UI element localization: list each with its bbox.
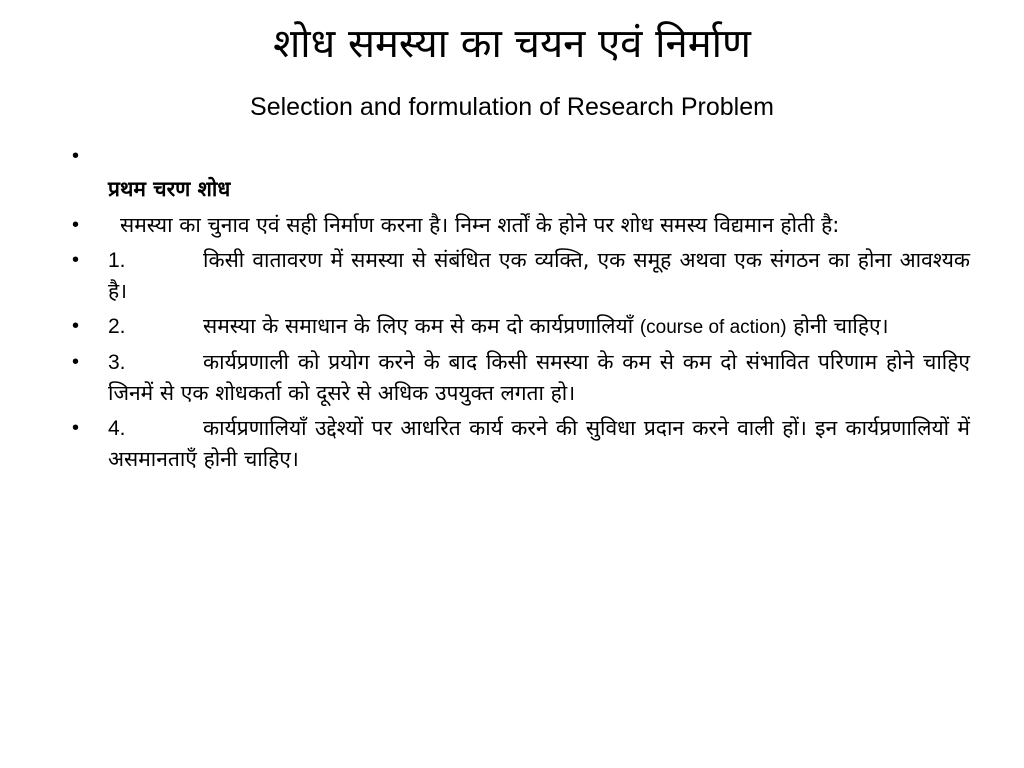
condition-text-end: होनी चाहिए।	[786, 314, 889, 338]
list-item-text	[108, 210, 970, 241]
list-item-text	[108, 347, 970, 409]
list-item-condition-3	[72, 347, 970, 409]
list-item-intro	[72, 210, 970, 241]
condition-text-english: (course of action)	[639, 317, 787, 338]
bullet-dot: •	[72, 417, 80, 439]
item-number: 2.	[108, 315, 126, 338]
list-item-condition-1	[72, 245, 970, 307]
condition-text: किसी वातावरण में समस्या से संबंधित एक व्यक्ति, एक समूह अथवा एक संगठन का होना आवश्यक है।	[108, 248, 970, 303]
condition-text: समस्या के समाधान के लिए कम से कम दो कार्यप्रणालियाँ	[203, 314, 640, 338]
item-number: 3.	[108, 351, 126, 374]
bullet-list	[72, 140, 970, 479]
bullet-dot: •	[72, 145, 80, 167]
blank-line	[108, 140, 970, 173]
intro-text: समस्या का चुनाव एवं सही निर्माण करना है। निम्न शर्तों के होने पर शोध समस्य विद्यमान होती है:	[120, 213, 840, 237]
bullet-dot: •	[72, 351, 80, 373]
list-item-text	[108, 311, 970, 343]
bullet-dot: •	[72, 249, 80, 271]
list-item-heading	[72, 140, 970, 206]
bullet-dot: •	[72, 214, 80, 236]
list-item-condition-4	[72, 413, 970, 475]
item-number: 4.	[108, 417, 126, 440]
bullet-dot: •	[72, 315, 80, 337]
item-number: 1.	[108, 249, 126, 272]
list-item-text	[108, 245, 970, 307]
condition-text: कार्यप्रणालियाँ उद्देश्यों पर आधरित कार्य करने की सुविधा प्रदान करने वाली हों। इन कार्यप्रणालियों में असमानताएँ होनी चाहिए।	[108, 416, 970, 471]
slide-title-hindi: शोध समस्या का चयन एवं निर्माण	[273, 21, 751, 67]
condition-text: कार्यप्रणाली को प्रयोग करने के बाद किसी समस्या के कम से कम दो संभावित परिणाम होने चाहिए जिनमें से एक शोधकर्ता को दूसरे से अधिक उपयुक्त लगता हो।	[108, 350, 970, 405]
list-item-condition-2	[72, 311, 970, 343]
slide-subtitle-english: Selection and formulation of Research Problem	[250, 93, 774, 121]
section-heading: प्रथम चरण शोध	[108, 177, 231, 201]
list-item-text	[108, 413, 970, 475]
